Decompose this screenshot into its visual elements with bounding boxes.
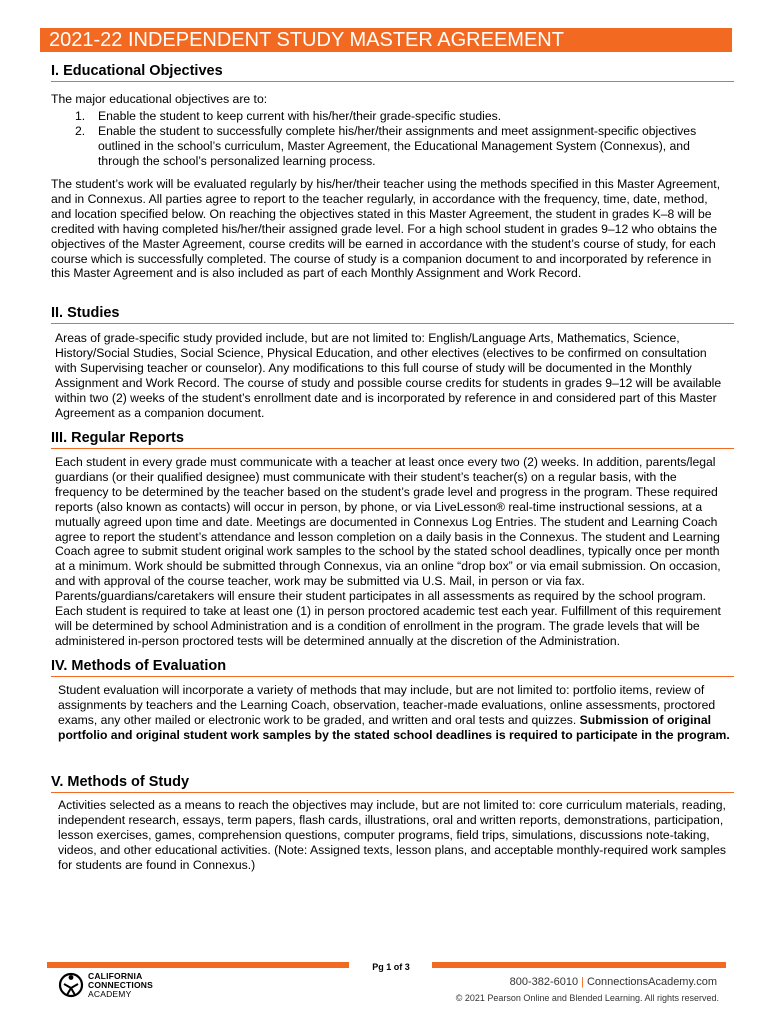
footer-contact [510,976,717,988]
separator: | [581,976,584,988]
footer-rule-right [432,962,726,968]
logo-line-3: ACADEMY [88,989,132,999]
section-heading-methods-of-evaluation: IV. Methods of Evaluation [51,657,734,677]
website-link[interactable]: ConnectionsAcademy.com [586,976,717,988]
school-logo [58,970,198,1006]
section-heading-regular-reports: III. Regular Reports [51,429,734,449]
section-body: The student’s work will be evaluated regularly by his/her/their teacher using the methods specified in this Master Agreement, and in Connexus. All parties agree to report to the teacher regularly, in accordance with the frequency, time, date, method, and location specified below. On reaching the objectives stated in this Master Agreement, the student in grades K–8 will be credited with having completed his/her/their assigned grade level. For a high school student in grades 9–12 who obtains the objectives of the Master Agreement, course credits will be earned in accordance with the student’s course of study, for each course which is successfully completed. The course of study is a companion document to and incorporated by reference in this Master Agreement and is also included as part of each Monthly Assignment and Work Record. [51,177,721,281]
section-heading-studies: II. Studies [51,304,734,324]
section-heading-educational-objectives: I. Educational Objectives [51,62,734,82]
copyright-notice: © 2021 Pearson Online and Blended Learning. All rights reserved. [455,993,719,1003]
page-number: Pg 1 of 3 [372,962,410,972]
list-item: 1. Enable the student to keep current with his/her/their grade-specific studies. [75,109,502,123]
phone-number: 800-382-6010 [509,976,579,988]
section-body: Areas of grade-specific study provided include, but are not limited to: English/Language Arts, Mathematics, Science, History/Social Studies, Social Science, Physical Education, and other electives (electives to be confirmed on consultation with Supervising teacher or counselor). Any modifications to this full course of study will be documented in the Monthly Assignment and Work Record. The course of study and possible course credits for students in grades 9–12 will be available within two (2) weeks of the student’s enrollment date and is incorporated by reference in and considered part of this Master Agreement as a companion document. [55,331,722,420]
logo-line-2: CONNECTIONS [88,980,154,990]
document-title: 2021-22 INDEPENDENT STUDY MASTER AGREEMENT [40,28,732,52]
section-heading-methods-of-study: V. Methods of Study [51,773,734,793]
footer-rule-left [47,962,349,968]
figure-logo-icon [58,970,84,1000]
bold-requirement: Submission of original portfolio and original student work samples by the stated school deadlines is required to participate in the program. [58,712,730,742]
logo-line-1: CALIFORNIA [88,971,143,981]
objectives-list [75,109,725,169]
section-body: Each student in every grade must communicate with a teacher at least once every two (2) weeks. In addition, parents/legal guardians (or their qualified designee) must communicate with their student’s teacher(s) on a regular basis, with the frequency to be determined by the teacher based on the student’s grade level and progress in the program. These required reports (also known as contacts) will occur in person, by phone, or via LiveLesson® real-time instructional sessions, at a mutually agreed upon time and date. Meetings are documented in Connexus Log Entries. The student and Learning Coach agree to report the student’s attendance and lesson completion on a daily basis in the Connexus. The student and Learning Coach agree to submit student original work samples to the school by the stated school deadlines, typically once per month at a minimum. Work should be submitted through Connexus, via an online “drop box” or via email submission. On occasion, and with approval of the course teacher, work may be submitted via U.S. Mail, in person or via fax. Parents/guardians/caretakers will ensure their student participates in all assessments as required by the school program. Each student is required to take at least one (1) in person proctored academic test each year. Fulfillment of this requirement will be determined by school Administration and is a condition of enrollment in the program. The grade levels that will be administered in-person proctored tests will be determined annually at the discretion of the Administration. [55,455,721,648]
list-item: 2. Enable the student to successfully complete his/her/their assignments and meet assignment-specific objectives outlined in the school’s curriculum, Master Agreement, the Educational Management System (Connexus), and through the school’s personalized learning process. [75,123,697,168]
section-body: Activities selected as a means to reach the objectives may include, but are not limited to: core curriculum materials, reading, independent research, essays, term papers, flash cards, illustrations, oral and written reports, demonstrations, participation, lesson exercises, games, comprehension questions, computer programs, field trips, simulations, discussions note-taking, videos, and other educational activities. (Note: Assigned texts, lesson plans, and acceptable monthly-required work samples for students are found in Connexus.) [58,798,726,872]
section-intro: The major educational objectives are to: [51,92,268,106]
section-body: Student evaluation will incorporate a variety of methods that may include, but are not limited to: portfolio items, review of assignments by teachers and the Learning Coach, observation, teacher-made evaluations, online assessments, proctored exams, any other mailed or electronic work to be graded, and written and oral tests and quizzes. Submission of original portfolio and original student work samples by the stated school deadlines is required to participate in the program. [58,683,730,742]
